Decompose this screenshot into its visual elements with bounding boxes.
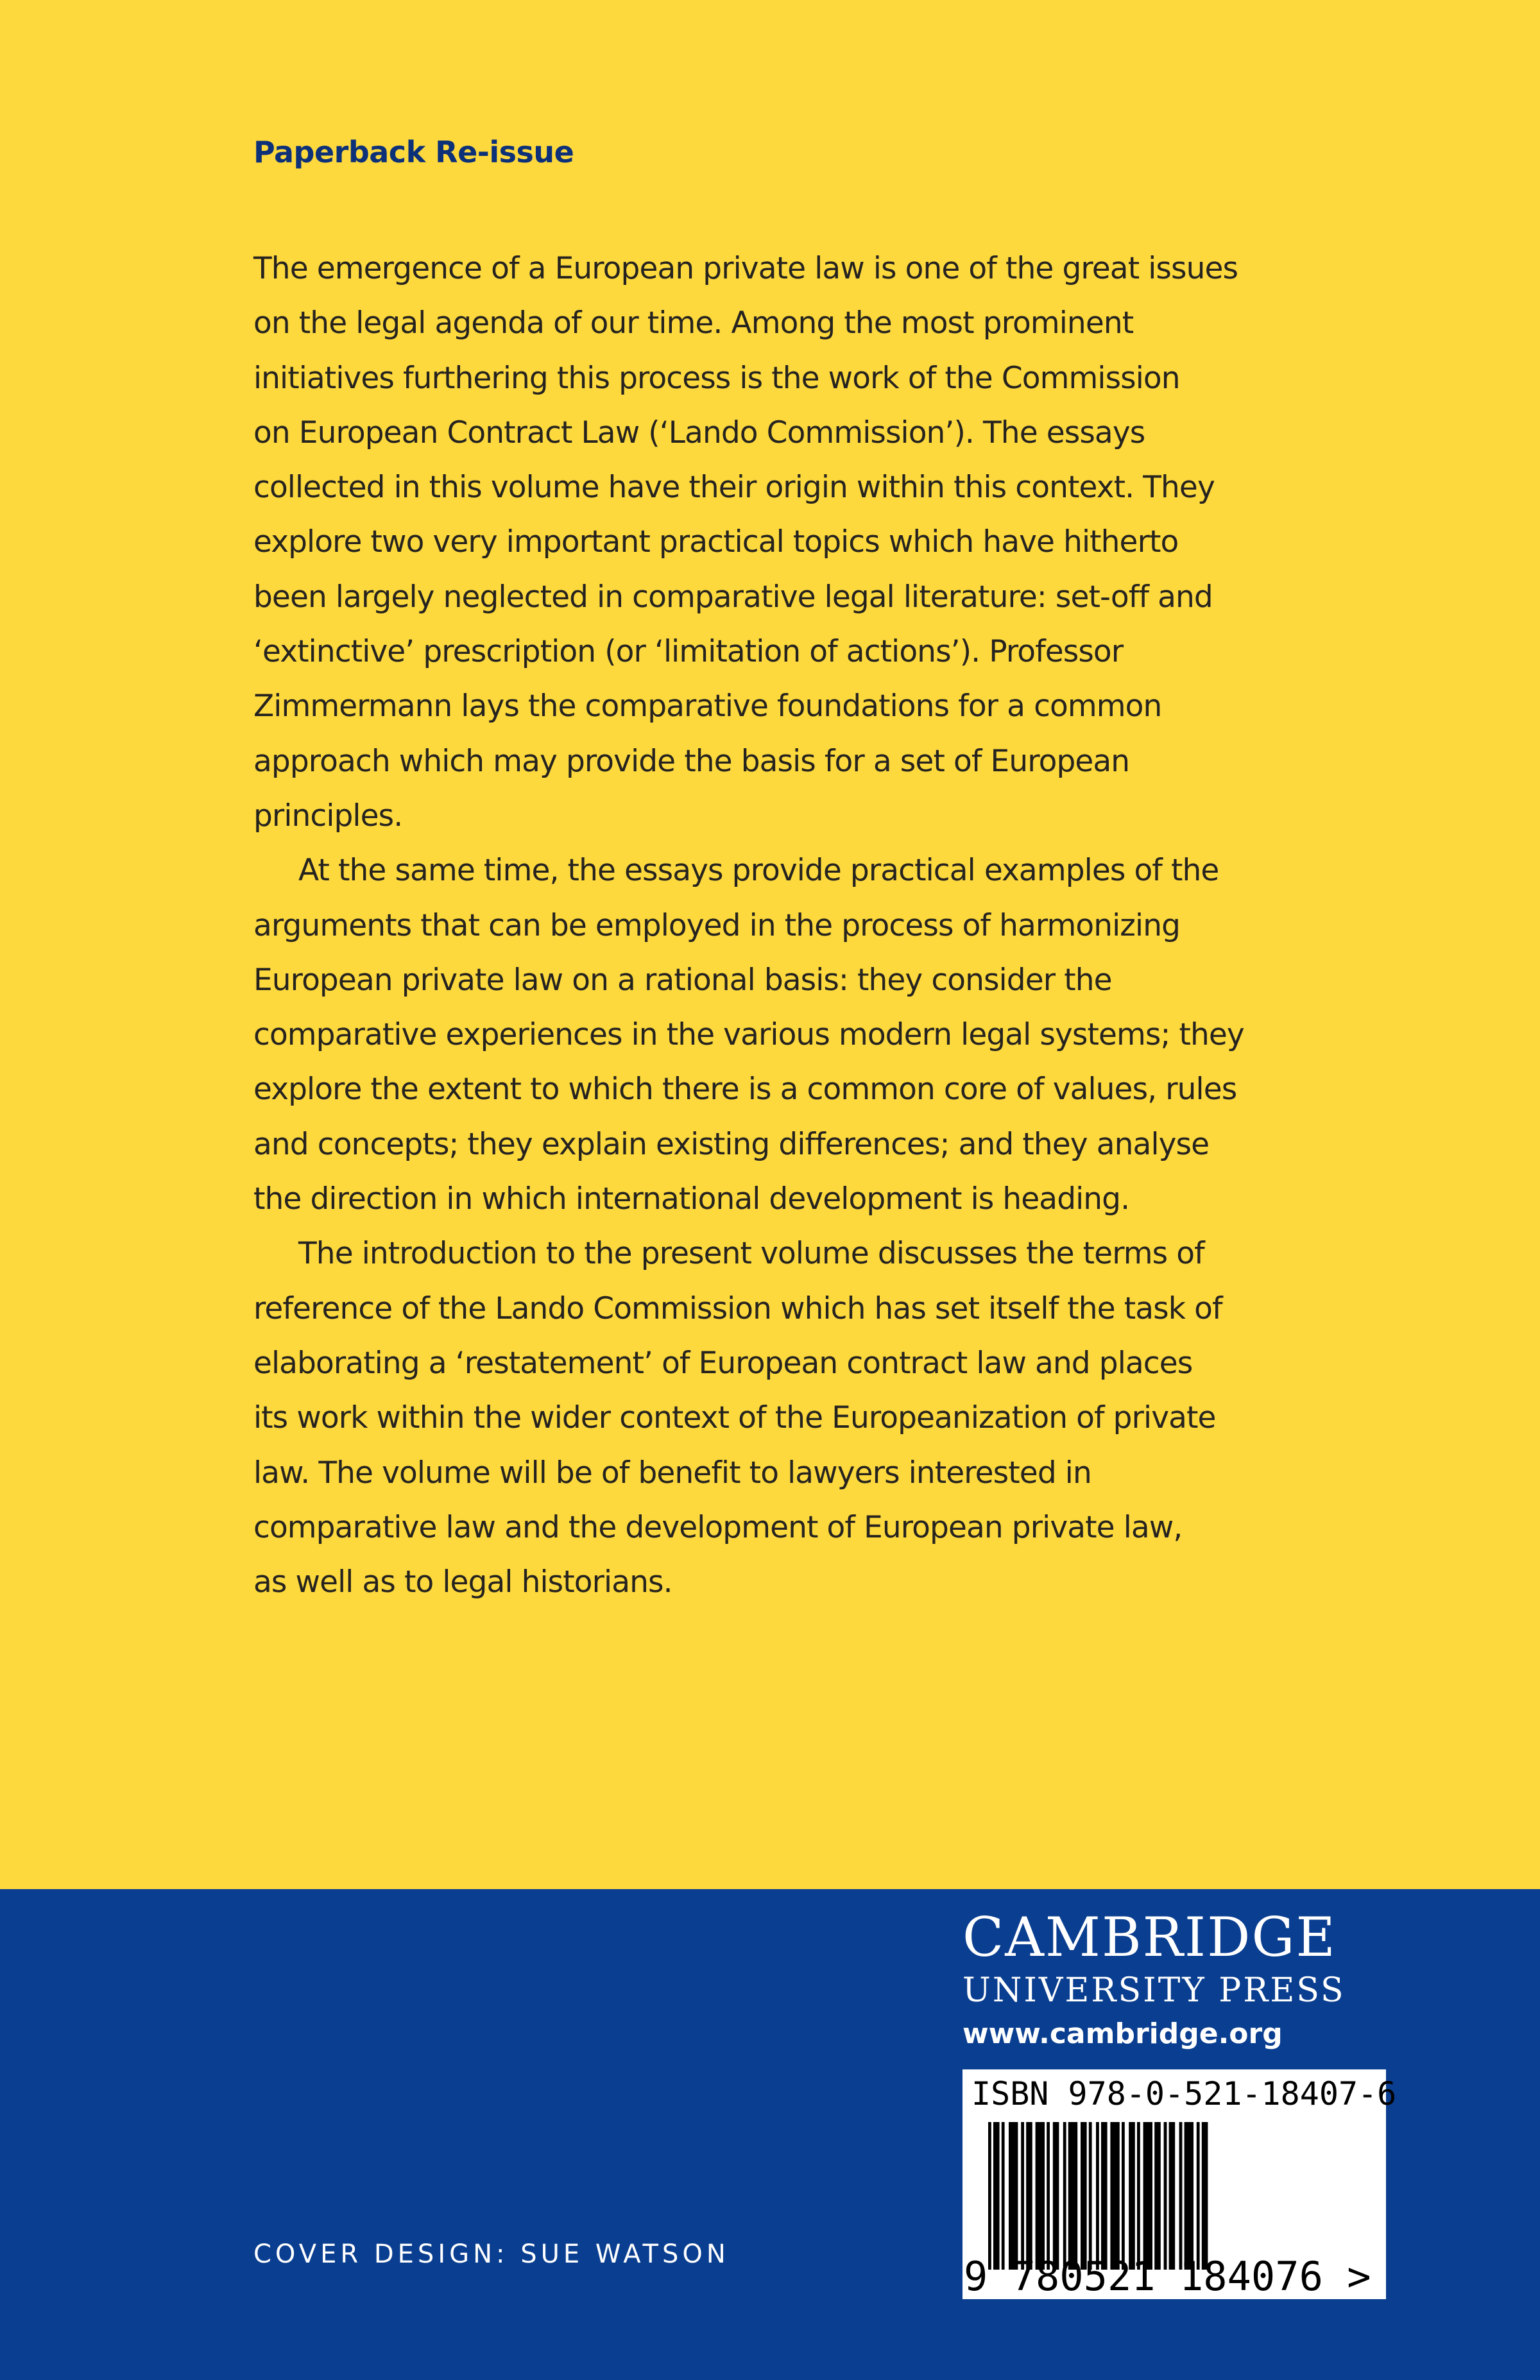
blurb-line: elaborating a ‘restatement’ of European contract law and places — [253, 1345, 1193, 1381]
blurb-line: approach which may provide the basis for a set of European — [253, 743, 1130, 779]
blurb-line: comparative law and the development of European private law, — [253, 1509, 1183, 1545]
blurb-line: law. The volume will be of benefit to lawyers interested in — [253, 1455, 1091, 1491]
blurb-line: arguments that can be employed in the process of harmonizing — [253, 907, 1181, 943]
blurb-line: explore the extent to which there is a common core of values, rules — [253, 1072, 1237, 1108]
blurb-line: and concepts; they explain existing differences; and they analyse — [253, 1126, 1210, 1162]
blurb-line: At the same time, the essays provide practical examples of the — [298, 853, 1219, 889]
blurb-line: its work within the wider context of the Europeanization of private — [253, 1400, 1216, 1436]
isbn-label: ISBN 978-0-521-18407-6 — [971, 2075, 1397, 2112]
isbn-barcode — [963, 2069, 1397, 2300]
blurb-line: The emergence of a European private law is one of the great issues — [253, 251, 1238, 286]
blurb-line: Zimmermann lays the comparative foundations for a common — [253, 689, 1162, 724]
blurb-line: on European Contract Law (‘Lando Commission’). The essays — [253, 415, 1145, 450]
reissue-heading: Paperback Re-issue — [253, 135, 574, 169]
blurb-line: ‘extinctive’ prescription (or ‘limitation of actions’). Professor — [253, 634, 1124, 670]
publisher-url: www.cambridge.org — [963, 2017, 1283, 2050]
blurb-line: explore two very important practical topics which have hitherto — [253, 524, 1179, 560]
blurb-line: initiatives furthering this process is the work of the Commission — [253, 360, 1180, 396]
blurb-line: on the legal agenda of our time. Among the most prominent — [253, 305, 1134, 341]
publisher-subtitle: UNIVERSITY PRESS — [963, 1971, 1346, 2010]
cover-design-credit: COVER DESIGN: SUE WATSON — [253, 2239, 730, 2269]
blurb-paragraph-1 — [253, 241, 1306, 843]
blurb-line: comparative experiences in the various modern legal systems; they — [253, 1017, 1244, 1053]
blurb-line: The introduction to the present volume discusses the terms of — [298, 1236, 1204, 1272]
blurb-line: reference of the Lando Commission which has set itself the task of — [253, 1290, 1222, 1326]
blurb-line: collected in this volume have their origin within this context. They — [253, 470, 1215, 506]
blurb-paragraph-3 — [253, 1226, 1306, 1609]
blurb-line: principles. — [253, 798, 403, 834]
barcode-digits: 9 780521 184076 > — [964, 2253, 1371, 2300]
publisher-logo — [963, 1906, 1386, 2053]
blurb-line: European private law on a rational basis: they consider the — [253, 962, 1112, 998]
blurb-paragraph-2 — [253, 843, 1306, 1226]
barcode-bars-icon — [988, 2122, 1360, 2270]
blurb-line: as well as to legal historians. — [253, 1564, 672, 1600]
publisher-name: CAMBRIDGE — [963, 1906, 1337, 1969]
blurb-line: the direction in which international development is heading. — [253, 1181, 1130, 1217]
blurb-text — [253, 241, 1306, 1609]
blurb-line: been largely neglected in comparative legal literature: set-off and — [253, 579, 1213, 615]
